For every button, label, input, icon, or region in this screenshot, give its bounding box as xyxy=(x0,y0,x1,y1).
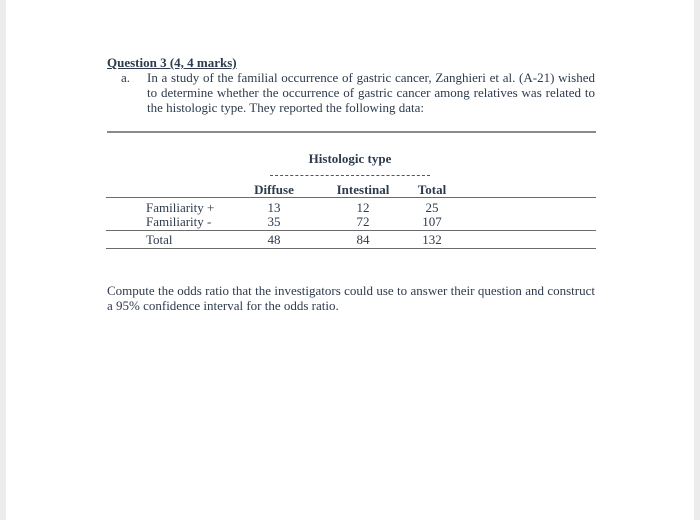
page-edge-right xyxy=(694,0,700,520)
row-label: Familiarity - xyxy=(146,214,212,229)
table-spanner: Histologic type xyxy=(308,151,392,166)
page-edge-left xyxy=(0,0,6,520)
column-header-intestinal: Intestinal xyxy=(336,182,390,197)
table-cell: 48 xyxy=(267,232,281,247)
table-cell: 84 xyxy=(356,232,370,247)
table-cell: 13 xyxy=(267,200,281,215)
row-label: Familiarity + xyxy=(146,200,215,215)
question-intro: In a study of the familial occurrence of gastric cancer, Zanghieri et al. (A-21) wished to determine whether the occurrence of gastric cancer among relatives was related to the histologic type. They reported the following data: xyxy=(147,70,595,115)
table-cell: 35 xyxy=(267,214,281,229)
column-header-total: Total xyxy=(417,182,447,197)
table-cell: 72 xyxy=(356,214,370,229)
table-cell: 107 xyxy=(422,214,442,229)
table-total-rule xyxy=(106,230,596,231)
question-title: Question 3 (4, 4 marks) xyxy=(107,55,237,70)
column-header-diffuse: Diffuse xyxy=(254,182,294,197)
table-header-rule xyxy=(106,197,596,198)
table-cell: 25 xyxy=(425,200,439,215)
table-cell: 132 xyxy=(422,232,442,247)
section-divider xyxy=(107,131,596,133)
table-cell: 12 xyxy=(356,200,370,215)
spanner-dash-line xyxy=(270,175,430,176)
table-bottom-rule xyxy=(106,248,596,249)
row-label: Total xyxy=(146,232,173,247)
part-marker: a. xyxy=(121,70,131,85)
question-task: Compute the odds ratio that the investigators could use to answer their question and construct a 95% confidence interval for the odds ratio. xyxy=(107,283,595,313)
